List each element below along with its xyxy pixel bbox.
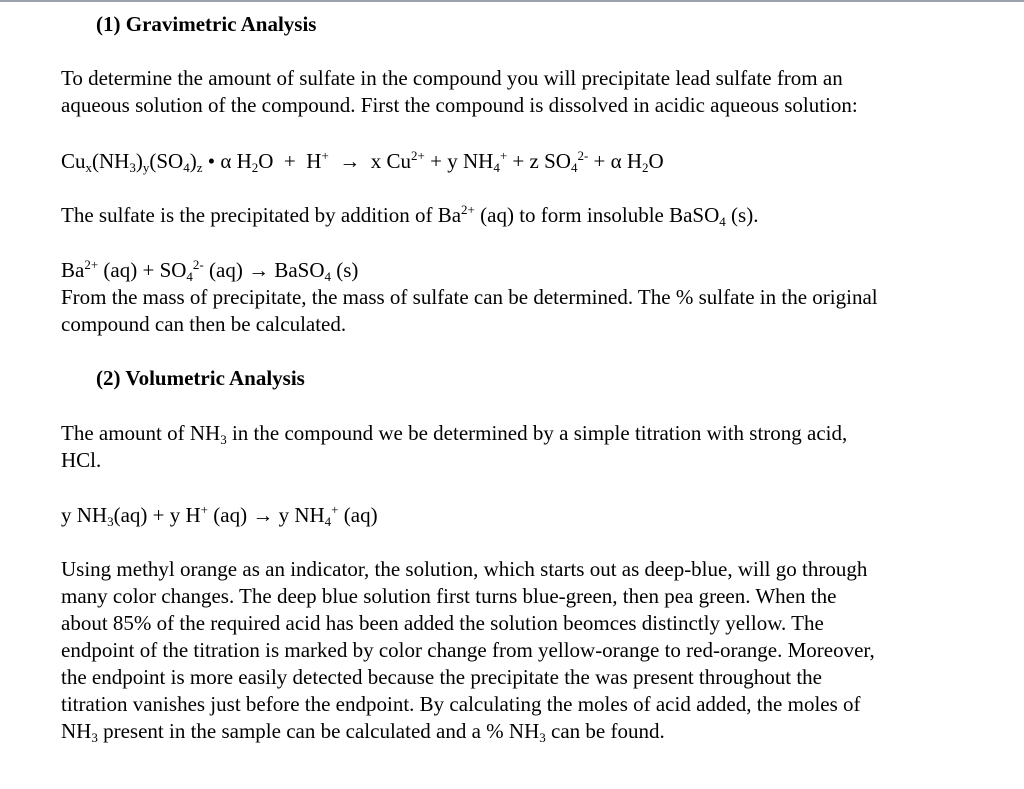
amount-line-1: The amount of $NH_3$ in the compound we be determined by a simple titration with strong acid, [61,421,848,447]
paragraph-line-3: about 85% of the required acid has been added the solution beomces distinctly yellow. The [61,611,824,635]
amount-line-2: HCl. [61,448,102,472]
paragraph-line-1: Using methyl orange as an indicator, the solution, which starts out as deep-blue, will go through [61,557,868,581]
paragraph-line-5: the endpoint is more easily detected because the precipitate the was present throughout the [61,665,822,689]
mass-line-2: compound can then be calculated. [61,312,347,336]
paragraph-line-6: titration vanishes just before the endpoint. By calculating the moles of acid added, the moles of [61,692,861,716]
section2-heading: (2) Volumetric Analysis [96,366,305,390]
dissolution-equation: $Cu_x(NH_3)_y(SO_4)_z$ • α $H_2O + H^+ \to x$ $Cu^{2+} + y$ $NH_4^+ + z$ $SO_4^{2-} + \alpha$ $H_2O$ [61,148,664,175]
section1-heading: (1) Gravimetric Analysis [96,12,317,36]
precipitation-sentence: The sulfate is the precipitated by addition of $Ba^{2+}$ (aq) to form insoluble BaSO$_4$ (s). [61,202,759,229]
mass-line-1: From the mass of precipitate, the mass of sulfate can be determined. The % sulfate in the original [61,285,878,309]
intro-line-1: To determine the amount of sulfate in the compound you will precipitate lead sulfate from an [61,66,843,90]
titration-equation: y $NH_3(aq) + y$ H+ (aq) → y $NH_4^+$ (aq) [61,502,378,529]
paragraph-line-2: many color changes. The deep blue solution first turns blue-green, then pea green. When the [61,584,837,608]
paragraph-line-4: endpoint of the titration is marked by color change from yellow-orange to red-orange. Moreover, [61,638,875,662]
precipitation-equation: $Ba^{2+}$ $(aq) + SO_4^{2-}$ (aq) → BaSO$_4$ (s) [61,257,359,284]
paragraph-line-7: $NH_3$ present in the sample can be calculated and a % $NH_3$ can be found. [61,719,665,745]
intro-line-2: aqueous solution of the compound. First the compound is dissolved in acidic aqueous solution: [61,93,858,117]
